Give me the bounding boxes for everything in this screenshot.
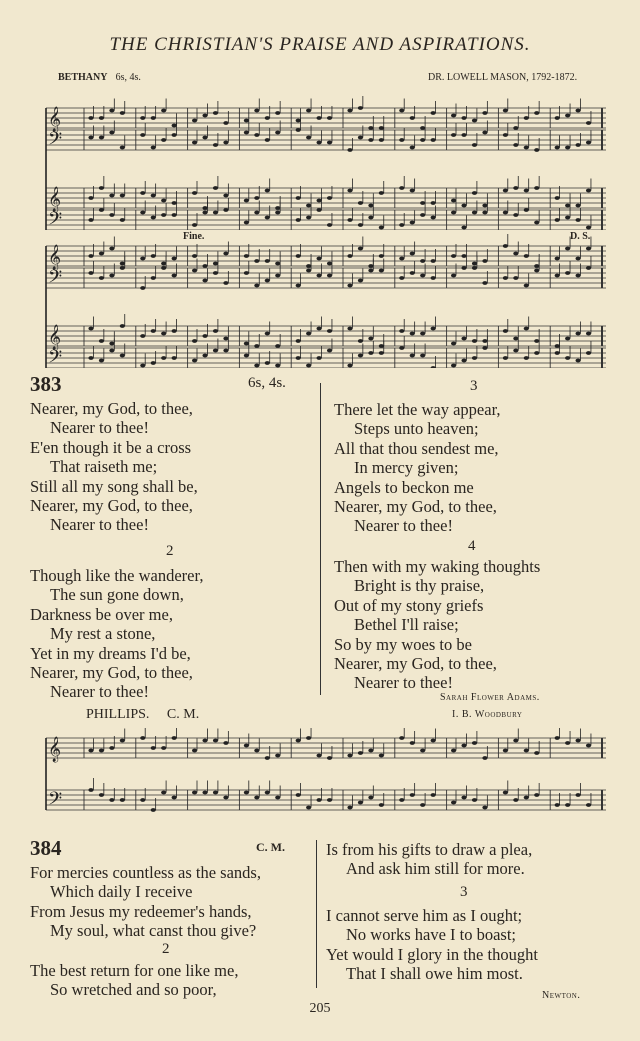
fine-mark: Fine. — [183, 231, 205, 242]
verse-line: Yet would I glory in the thought — [326, 944, 538, 964]
verse-line: Nearer, my God, to thee, — [30, 496, 193, 516]
svg-text:𝄢: 𝄢 — [48, 129, 63, 154]
verse-line: Darkness be over me, — [30, 604, 173, 624]
column-divider — [320, 383, 321, 695]
verse-line: That I shall owe him most. — [346, 964, 523, 984]
verse-line: My rest a stone, — [50, 624, 156, 644]
verse-line: So wretched and so poor, — [50, 980, 217, 1000]
stanza-1 — [30, 399, 198, 535]
author-credit: Sarah Flower Adams. — [440, 692, 540, 703]
verse-line: Nearer to thee! — [354, 516, 453, 536]
stanza-4 — [334, 557, 540, 693]
svg-text:𝄢: 𝄢 — [48, 209, 63, 230]
verse-line: Still all my song shall be, — [30, 476, 198, 496]
verse-line: So by my woes to be — [334, 634, 472, 654]
verse-line: Bright is thy praise, — [354, 576, 485, 596]
verse-line: Then with my waking thoughts — [334, 557, 541, 576]
verse-line: Though like the wanderer, — [30, 566, 204, 585]
verse-line: From Jesus my redeemer's hands, — [30, 901, 252, 921]
stanza-number: 2 — [162, 941, 170, 957]
svg-text:𝄞: 𝄞 — [48, 325, 62, 350]
stanza-2-continued — [326, 840, 532, 879]
stanza-2 — [30, 961, 238, 1000]
verse-line: Nearer to thee! — [50, 418, 149, 438]
verse-line: No works have I to boast; — [346, 925, 517, 945]
tune-name: BETHANY — [58, 72, 108, 83]
verse-line: Which daily I receive — [50, 882, 193, 902]
verse-line: Nearer, my God, to thee, — [334, 497, 497, 517]
stanza-number: 2 — [166, 543, 174, 559]
verse-line: Is from his gifts to draw a plea, — [326, 840, 533, 859]
tune-meter: C. M. — [166, 707, 200, 722]
stanza-3 — [326, 906, 538, 984]
ds-mark: D. S. — [570, 231, 591, 242]
stanza-2 — [30, 566, 203, 702]
verse-line: Out of my stony griefs — [334, 595, 484, 615]
verse-line: All that thou sendest me, — [334, 438, 499, 458]
verse-line: My soul, what canst thou give? — [50, 921, 257, 941]
page-header: THE CHRISTIAN'S PRAISE AND ASPIRATIONS. — [109, 34, 531, 55]
column-divider — [316, 840, 317, 988]
svg-text:𝄢: 𝄢 — [48, 789, 63, 814]
svg-text:𝄞: 𝄞 — [48, 245, 62, 270]
tune-name-phillips — [86, 707, 199, 723]
verse-line: Nearer to thee! — [50, 682, 149, 702]
stanza-1 — [30, 863, 261, 941]
page-number: 205 — [309, 1001, 331, 1016]
tune-name: PHILLIPS. — [86, 707, 150, 722]
verse-line: The best return for one like me, — [30, 961, 239, 980]
verse-line: The sun gone down, — [50, 585, 184, 605]
verse-line: And ask him still for more. — [346, 859, 525, 879]
svg-text:𝄞: 𝄞 — [48, 737, 62, 762]
svg-text:𝄢: 𝄢 — [48, 347, 63, 368]
verse-line: Nearer to thee! — [50, 515, 149, 535]
verse-line: Angels to beckon me — [334, 477, 474, 497]
tune-meter: 6s, 4s. — [115, 72, 141, 83]
verse-line: I cannot serve him as I ought; — [326, 906, 523, 925]
tune-name-bethany — [58, 72, 141, 83]
verse-line: There let the way appear, — [334, 400, 501, 419]
verse-line: Steps unto heaven; — [354, 419, 479, 439]
verse-line: Yet in my dreams I'd be, — [30, 643, 191, 663]
music-score-system-1 — [38, 90, 610, 230]
svg-text:𝄞: 𝄞 — [48, 187, 62, 212]
verse-line: That raiseth me; — [50, 457, 158, 477]
svg-text:𝄢: 𝄢 — [48, 267, 63, 292]
hymn-meter: C. M. — [256, 840, 285, 854]
tune-composer: I. B. Woodbury — [452, 709, 523, 720]
stanza-number: 4 — [468, 538, 476, 554]
stanza-3 — [334, 400, 501, 536]
music-score-system-3 — [38, 728, 610, 830]
verse-line: Nearer, my God, to thee, — [334, 654, 497, 674]
music-score-system-2 — [38, 228, 610, 368]
author-credit: Newton. — [542, 990, 581, 1001]
verse-line: Nearer to thee! — [354, 673, 453, 693]
verse-line: Nearer, my God, to thee, — [30, 663, 193, 683]
tune-composer: DR. LOWELL MASON, 1792-1872. — [428, 72, 578, 83]
verse-line: Nearer, my God, to thee, — [30, 399, 193, 418]
verse-line: In mercy given; — [354, 458, 459, 478]
verse-line: Bethel I'll raise; — [354, 615, 459, 635]
hymn-number: 384 — [30, 836, 62, 860]
hymn-meter: 6s, 4s. — [248, 375, 286, 391]
verse-line: E'en though it be a cross — [30, 437, 192, 457]
svg-text:𝄞: 𝄞 — [48, 107, 62, 132]
stanza-number: 3 — [460, 884, 468, 900]
stanza-number: 3 — [470, 378, 478, 394]
hymn-number: 383 — [30, 372, 62, 396]
verse-line: For mercies countless as the sands, — [30, 863, 261, 882]
